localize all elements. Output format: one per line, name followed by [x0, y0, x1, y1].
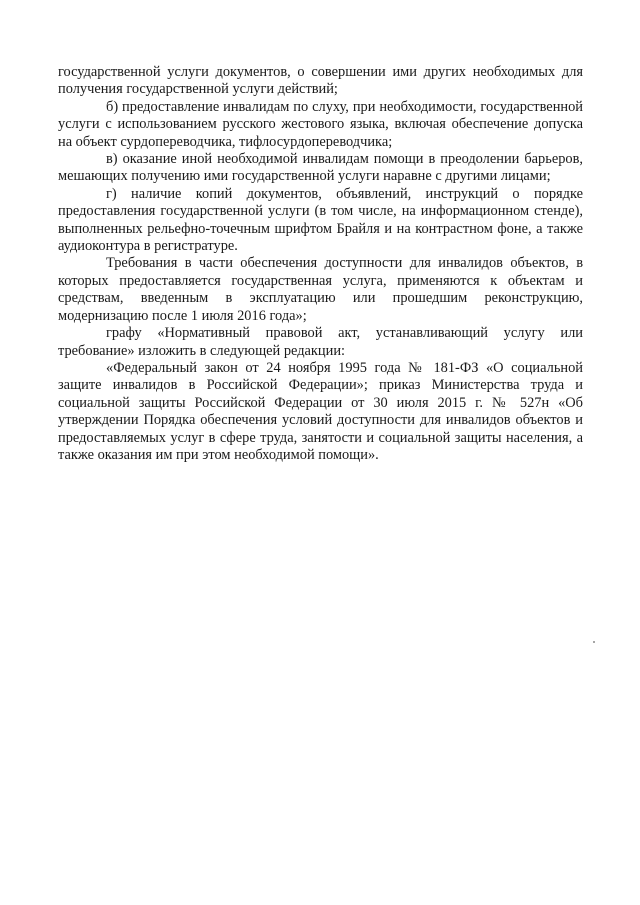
paragraph-item-g: г) наличие копий документов, объявлений, инструкций о порядке предоставления государственной услуги (в том числе, на информационном стенде), выполненных рельефно-точечным шрифтом Брайля и на контрастном фоне, а также аудиоконтура в регистратуре. — [58, 185, 583, 255]
paragraph-item-b: б) предоставление инвалидам по слуху, при необходимости, государственной услуги с использованием русского жестового языка, включая обеспечение допуска на объект сурдопереводчика, тифлосурдопереводчика; — [58, 98, 583, 150]
paragraph-column-instruction: графу «Нормативный правовой акт, устанавливающий услугу или требование» изложить в следующей редакции: — [58, 325, 583, 359]
paragraph-legal-acts: «Федеральный закон от 24 ноября 1995 года № 181-ФЗ «О социальной защите инвалидов в Российской Федерации»; приказ Министерства труда и социальной защиты Российской Федерации от 30 июля 2015 г. № 527н «Об утверждении Порядка обеспечения условий доступности для инвалидов объектов и предоставляемых услуг в сфере труда, занятости и социальной защиты населения, а также оказания им при этом необходимой помощи». — [58, 359, 583, 463]
document-body — [58, 64, 583, 464]
paragraph-requirements: Требования в части обеспечения доступности для инвалидов объектов, в которых предоставляется государственная услуга, применяются к объектам и средствам, введенным в эксплуатацию или прошедшим реконструкцию, модернизацию после 1 июля 2016 года»; — [58, 255, 583, 324]
paragraph-continuation: государственной услуги документов, о совершении ими других необходимых для получения государственной услуги действий; — [58, 64, 583, 98]
scan-speck — [593, 641, 595, 643]
paragraph-item-v: в) оказание иной необходимой инвалидам помощи в преодолении барьеров, мешающих получению ими государственной услуги наравне с другими лицами; — [58, 151, 583, 185]
